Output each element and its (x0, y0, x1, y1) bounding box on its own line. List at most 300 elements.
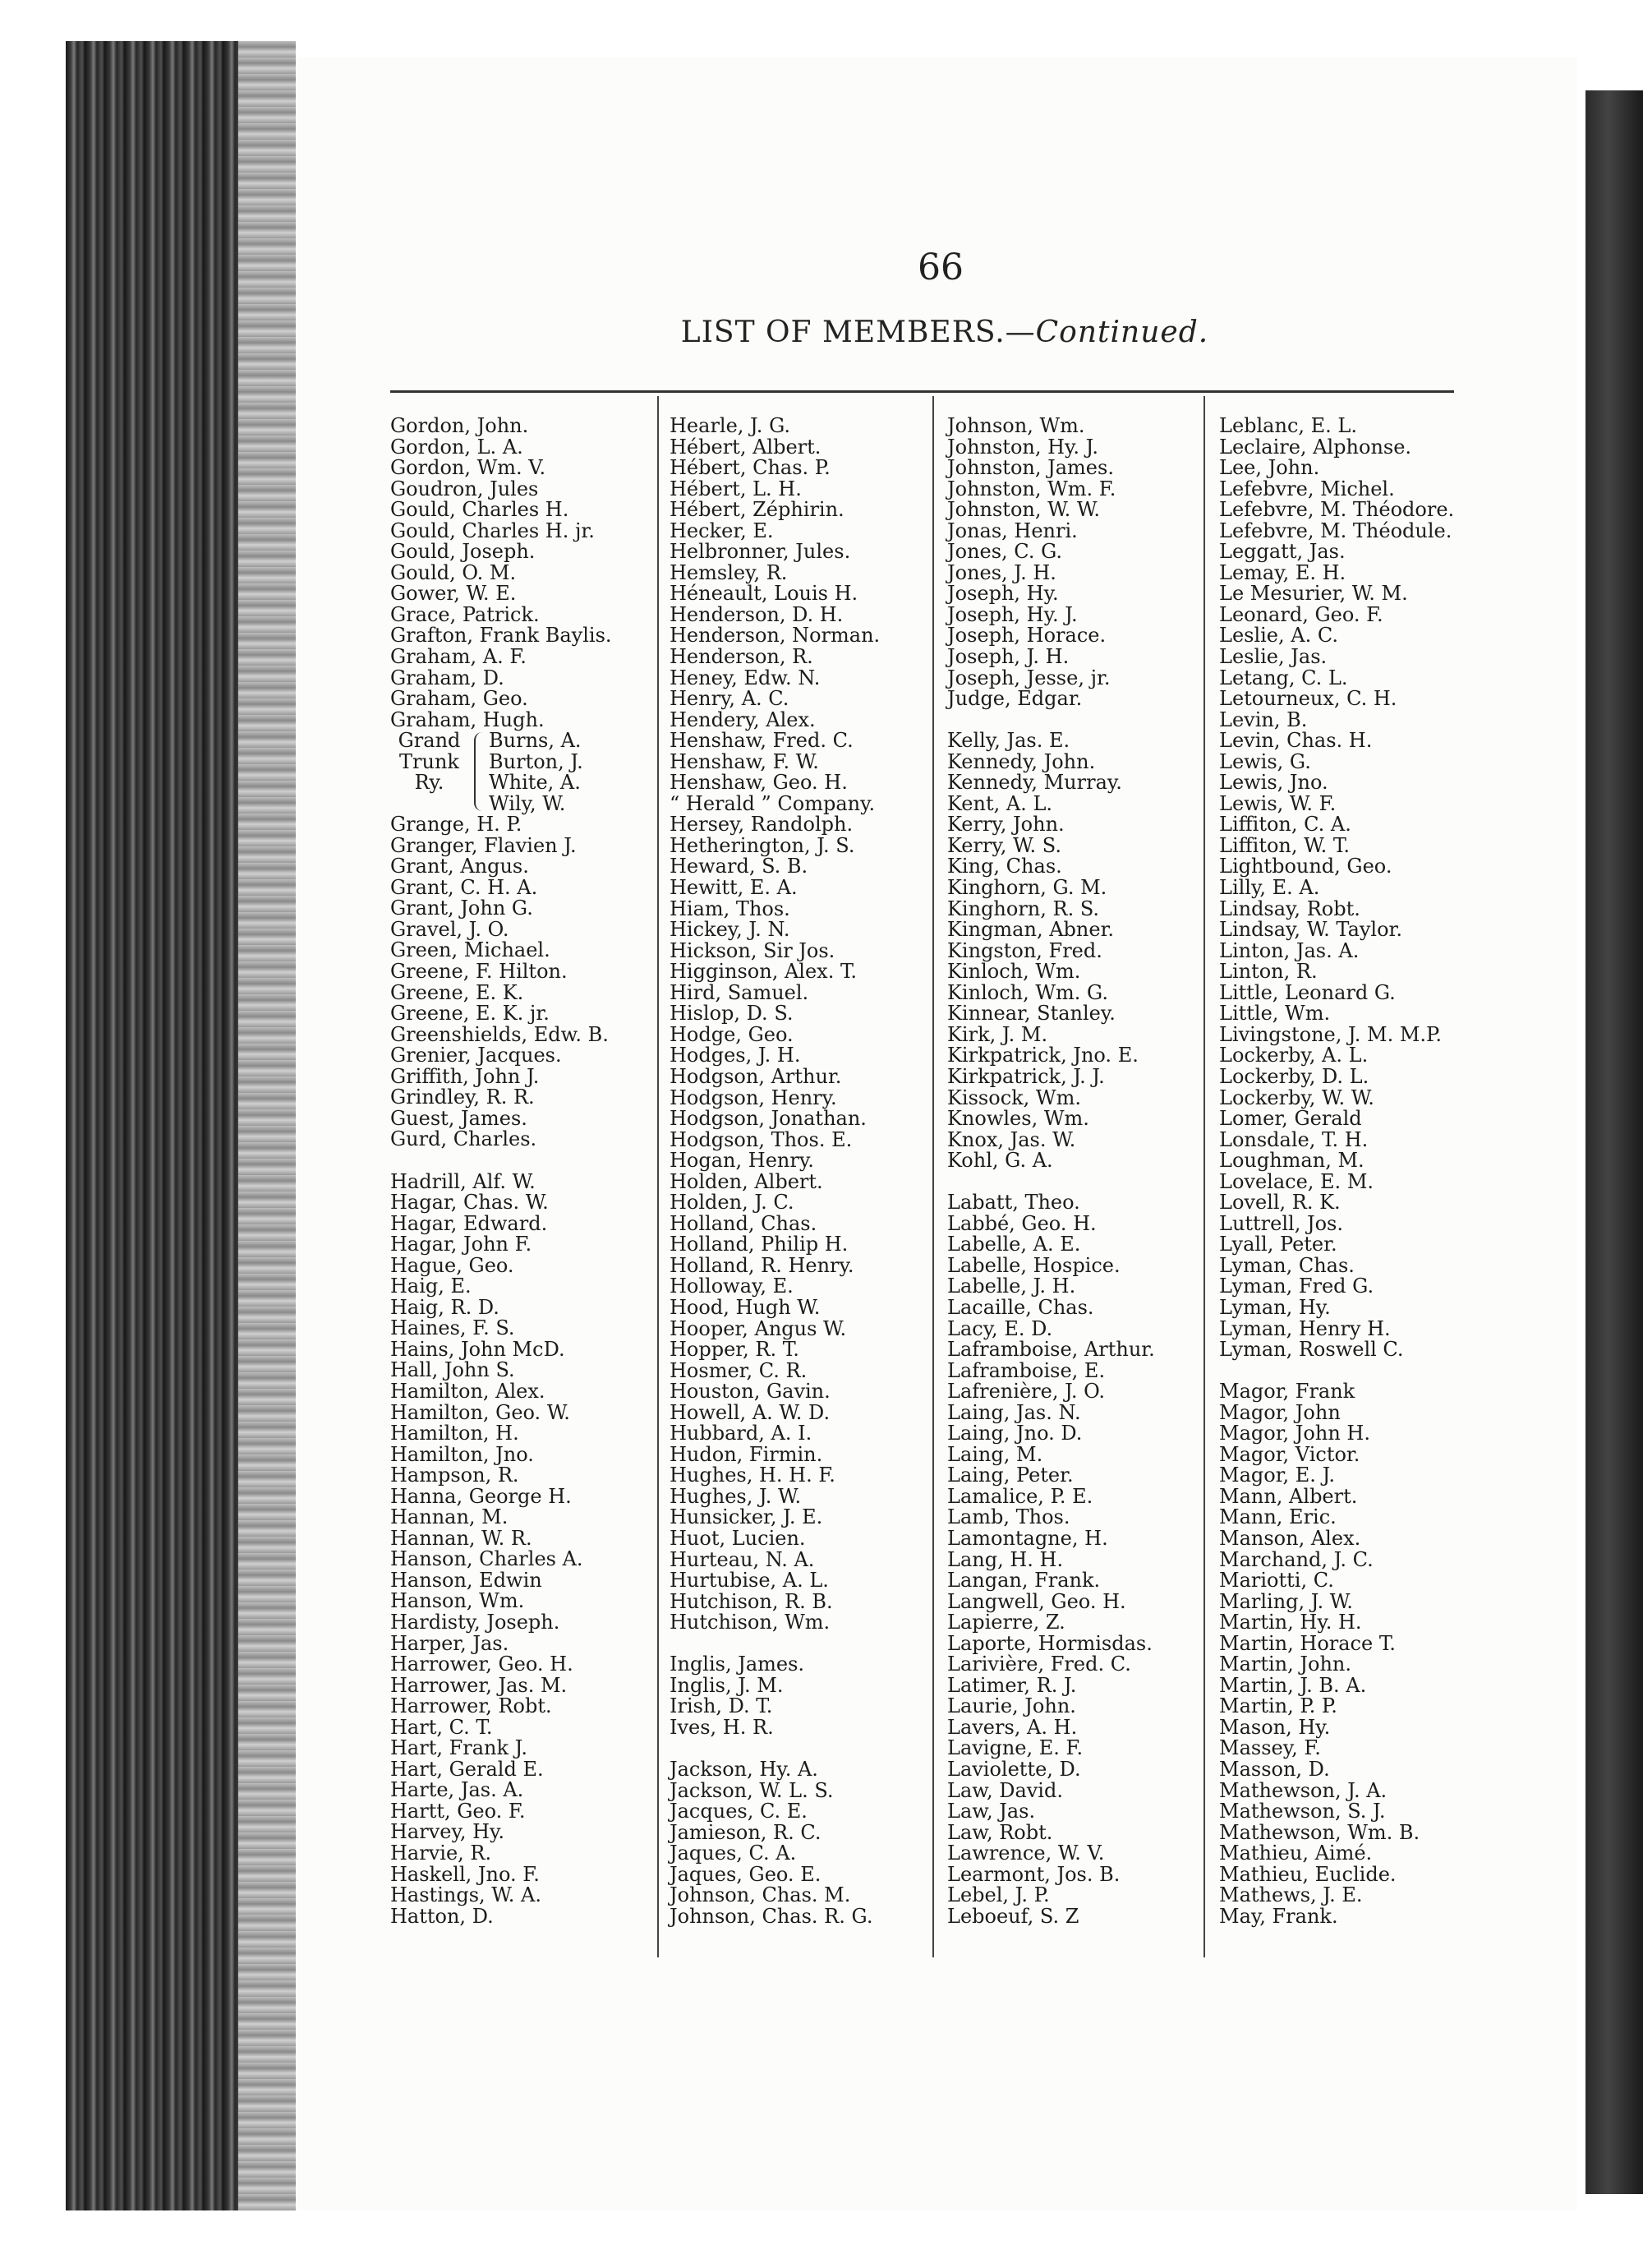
member-entry: Kirkpatrick, Jno. E. (947, 1044, 1139, 1067)
member-entry: Langan, Frank. (947, 1569, 1101, 1593)
member-entry: Little, Wm. (1219, 1002, 1331, 1026)
member-entry: Hanson, Charles A. (390, 1547, 583, 1571)
member-entry: Lewis, Jno. (1219, 771, 1328, 795)
member-entry: Hooper, Angus W. (670, 1316, 847, 1340)
member-entry: Haig, R. D. (390, 1295, 499, 1319)
member-entry: Haig, E. (390, 1275, 472, 1298)
member-entry: Hagar, Chas. W. (390, 1191, 549, 1215)
member-entry: Lyman, Roswell C. (1219, 1338, 1404, 1362)
member-entry: Guest, James. (390, 1106, 527, 1130)
member-entry: Law, Robt. (947, 1820, 1053, 1844)
member-entry: Kennedy, Murray. (947, 771, 1122, 795)
member-entry: Hersey, Randolph. (670, 813, 854, 837)
member-entry: Kerry, John. (947, 813, 1065, 837)
group-member: Burton, J. (489, 749, 583, 773)
member-entry: Gould, O. M. (390, 560, 517, 584)
member-entry: Kent, A. L. (947, 791, 1053, 815)
member-entry: Kinghorn, R. S. (947, 897, 1100, 920)
member-entry: Henderson, R. (670, 645, 813, 669)
member-entry: Linton, R. (1219, 960, 1318, 984)
heading-rule (390, 390, 1454, 393)
member-entry: Harvie, R. (390, 1842, 492, 1865)
member-entry: Hagar, Edward. (390, 1211, 548, 1235)
member-entry: Hewitt, E. A. (670, 876, 798, 900)
member-entry: Jamieson, R. C. (670, 1820, 822, 1844)
member-entry: Holden, Albert. (670, 1169, 823, 1193)
member-entry: Hébert, Albert. (670, 435, 822, 459)
group-names (489, 731, 583, 814)
member-entry: Livingstone, J. M. M.P. (1219, 1022, 1442, 1046)
member-entry: Laing, Jas. N. (947, 1400, 1081, 1424)
member-entry: Griffith, John J. (390, 1064, 540, 1088)
member-entry: Jones, C. G. (947, 540, 1063, 564)
member-entry: Liffiton, W. T. (1219, 833, 1350, 857)
member-entry: Grant, Angus. (390, 855, 529, 878)
member-entry: Liffiton, C. A. (1219, 813, 1351, 837)
member-entry: Lewis, G. (1219, 749, 1311, 773)
member-entry: Johnston, W. W. (947, 498, 1100, 522)
member-entry: Grange, H. P. (390, 813, 522, 837)
member-entry: Hickson, Sir Jos. (670, 938, 835, 962)
member-entry: Lamontagne, H. (947, 1526, 1108, 1550)
member-entry: Kinloch, Wm. (947, 960, 1081, 984)
member-entry: Hart, C. T. (390, 1715, 493, 1739)
member-entry: Hopper, R. T. (670, 1338, 799, 1362)
member-entry: Letourneux, C. H. (1219, 687, 1397, 711)
member-entry: Kirkpatrick, J. J. (947, 1064, 1105, 1088)
heading-continued: Continued. (1035, 316, 1209, 349)
member-entry: Hagar, John F. (390, 1233, 532, 1256)
member-entry: Kinloch, Wm. G. (947, 980, 1108, 1004)
member-entry: Hodgson, Henry. (670, 1086, 837, 1109)
member-entry: Hecker, E. (670, 519, 774, 542)
member-entry: Greene, E. K. jr. (390, 1002, 550, 1026)
member-entry: Labbé, Geo. H. (947, 1211, 1097, 1235)
member-entry: Lyman, Henry H. (1219, 1316, 1391, 1340)
member-entry: Jaques, C. A. (670, 1842, 797, 1865)
member-entry: Hood, Hugh W. (670, 1295, 821, 1319)
member-entry: Masson, D. (1219, 1758, 1330, 1781)
member-entry: Lee, John. (1219, 456, 1320, 480)
member-entry: Kelly, Jas. E. (947, 729, 1070, 753)
member-entry: Houston, Gavin. (670, 1380, 831, 1404)
member-entry: Mariotti, C. (1219, 1569, 1334, 1593)
member-entry: Hudon, Firmin. (670, 1442, 823, 1466)
member-entry: Lovelace, E. M. (1219, 1169, 1374, 1193)
member-entry: Kissock, Wm. (947, 1086, 1081, 1109)
member-entry: Kingman, Abner. (947, 918, 1115, 942)
member-entry: Joseph, Horace. (947, 624, 1107, 648)
member-entry: Mann, Albert. (1219, 1484, 1358, 1508)
member-entry: Jackson, W. L. S. (670, 1778, 834, 1802)
section-gap (947, 1172, 1155, 1193)
member-entry: Graham, D. (390, 666, 504, 689)
member-entry: Martin, P. P. (1219, 1694, 1337, 1718)
member-entry: Hartt, Geo. F. (390, 1799, 526, 1823)
member-entry: Hanna, George H. (390, 1484, 572, 1508)
member-entry: Leboeuf, S. Z (947, 1904, 1079, 1928)
member-entry: Mathieu, Aimé. (1219, 1842, 1373, 1865)
member-entry: Helbronner, Jules. (670, 540, 851, 564)
column-divider (1203, 396, 1205, 1957)
member-column-2 (670, 416, 880, 1927)
member-entry: Labatt, Theo. (947, 1191, 1080, 1215)
member-entry: Knowles, Wm. (947, 1107, 1089, 1131)
member-entry: Lavers, A. H. (947, 1715, 1078, 1739)
member-entry: Hodgson, Jonathan. (670, 1107, 867, 1131)
member-entry: Magor, John (1219, 1400, 1341, 1424)
member-entry: Kinghorn, G. M. (947, 876, 1107, 900)
member-entry: Hird, Samuel. (670, 980, 809, 1004)
column-divider (932, 396, 934, 1957)
member-entry: Graham, A. F. (390, 645, 527, 669)
member-entry: Hickey, J. N. (670, 918, 790, 942)
member-entry: Langwell, Geo. H. (947, 1589, 1126, 1613)
member-entry: Irish, D. T. (670, 1694, 773, 1718)
member-entry: Magor, John H. (1219, 1422, 1370, 1445)
member-entry: Hunsicker, J. E. (670, 1505, 823, 1529)
facing-page-edge (1585, 90, 1643, 2194)
heading-main: LIST OF MEMBERS.— (680, 316, 1036, 349)
member-entry: Kingston, Fred. (947, 938, 1102, 962)
member-entry: Lomer, Gerald (1219, 1107, 1362, 1131)
member-entry: Hurteau, N. A. (670, 1547, 815, 1571)
member-entry: Harrower, Geo. H. (390, 1653, 573, 1676)
member-entry: Goudron, Jules (390, 477, 539, 500)
member-entry: Lang, H. H. (947, 1547, 1064, 1571)
member-list-g (390, 416, 612, 731)
member-entry: Green, Michael. (390, 938, 550, 962)
member-entry: Hendery, Alex. (670, 708, 816, 731)
member-entry: Henshaw, Geo. H. (670, 771, 848, 795)
member-entry: Martin, J. B. A. (1219, 1673, 1367, 1697)
member-entry: Kerry, W. S. (947, 833, 1062, 857)
member-entry: Laframboise, E. (947, 1358, 1106, 1382)
member-entry: Gould, Joseph. (390, 540, 536, 564)
member-entry: Loughman, M. (1219, 1149, 1365, 1173)
member-entry: Joseph, Hy. J. (947, 602, 1078, 626)
member-entry: Lefebvre, M. Théodore. (1219, 498, 1455, 522)
member-entry: Howell, A. W. D. (670, 1400, 831, 1424)
member-entry: Grafton, Frank Baylis. (390, 624, 612, 648)
section-gap (1219, 1361, 1454, 1382)
member-entry: Lockerby, W. W. (1219, 1086, 1374, 1109)
member-entry: Marling, J. W. (1219, 1589, 1353, 1613)
member-entry: Holland, R. Henry. (670, 1253, 854, 1277)
member-column-1 (390, 416, 612, 1927)
member-entry: Gower, W. E. (390, 582, 517, 606)
member-entry: Inglis, James. (670, 1653, 805, 1676)
member-column-4 (1219, 416, 1454, 1927)
member-entry: Lacy, E. D. (947, 1316, 1053, 1340)
member-entry: Grenier, Jacques. (390, 1044, 562, 1067)
member-entry: Jonas, Henri. (947, 519, 1078, 542)
member-entry: Gravel, J. O. (390, 917, 509, 941)
member-entry: Lamalice, P. E. (947, 1484, 1093, 1508)
member-entry: Lilly, E. A. (1219, 876, 1320, 900)
member-entry: Laurie, John. (947, 1694, 1076, 1718)
member-entry: Jackson, Hy. A. (670, 1758, 818, 1781)
member-entry: Lefebvre, Michel. (1219, 477, 1395, 500)
member-entry: Judge, Edgar. (947, 687, 1083, 711)
member-entry: Hall, John S. (390, 1358, 515, 1382)
member-entry: Higginson, Alex. T. (670, 960, 858, 984)
member-entry: Hébert, L. H. (670, 477, 802, 500)
member-entry: Hodges, J. H. (670, 1044, 801, 1067)
member-entry: Learmont, Jos. B. (947, 1862, 1121, 1886)
member-entry: Holland, Philip H. (670, 1233, 849, 1256)
member-entry: Labelle, Hospice. (947, 1253, 1121, 1277)
section-gap (947, 710, 1155, 731)
member-entry: Luttrell, Jos. (1219, 1211, 1343, 1235)
member-entry: Mason, Hy. (1219, 1715, 1331, 1739)
member-entry: Kirk, J. M. (947, 1022, 1048, 1046)
member-entry: Leslie, Jas. (1219, 645, 1328, 669)
member-entry: Hislop, D. S. (670, 1002, 794, 1026)
member-entry: Holloway, E. (670, 1275, 794, 1298)
member-entry: Joseph, Hy. (947, 582, 1059, 606)
section-gap (670, 1634, 880, 1655)
member-entry: Lindsay, W. Taylor. (1219, 918, 1403, 942)
member-entry: Hamilton, H. (390, 1422, 519, 1445)
member-entry: Hosmer, C. R. (670, 1358, 808, 1382)
member-entry: Levin, Chas. H. (1219, 729, 1373, 753)
member-entry: Laviolette, D. (947, 1758, 1081, 1781)
member-entry: Hodgson, Thos. E. (670, 1127, 853, 1151)
member-entry: Holland, Chas. (670, 1211, 817, 1235)
member-entry: Letang, C. L. (1219, 666, 1348, 689)
member-entry: Hadrill, Alf. W. (390, 1169, 536, 1193)
member-entry: Hart, Gerald E. (390, 1757, 544, 1781)
member-entry: Lightbound, Geo. (1219, 855, 1392, 878)
group-label-line: Trunk (399, 749, 459, 773)
member-column-3 (947, 416, 1155, 1927)
member-entry: Magor, Victor. (1219, 1442, 1360, 1466)
member-entry: Hamilton, Alex. (390, 1379, 545, 1403)
member-entry: Grant, John G. (390, 897, 533, 920)
member-entry: Mathieu, Euclide. (1219, 1862, 1397, 1886)
member-entry: Lemay, E. H. (1219, 560, 1346, 584)
member-entry: Hastings, W. A. (390, 1883, 541, 1907)
member-entry: Lapierre, Z. (947, 1611, 1065, 1634)
member-entry: Grindley, R. R. (390, 1086, 535, 1109)
member-entry: Leslie, A. C. (1219, 624, 1338, 648)
member-entry: Holden, J. C. (670, 1191, 794, 1215)
member-entry: Lamb, Thos. (947, 1505, 1070, 1529)
member-entry: Lockerby, A. L. (1219, 1044, 1369, 1067)
member-entry: Le Mesurier, W. M. (1219, 582, 1408, 606)
member-entry: May, Frank. (1219, 1904, 1338, 1928)
member-entry: Lefebvre, M. Théodule. (1219, 519, 1452, 542)
member-entry: Hutchison, Wm. (670, 1611, 831, 1634)
member-entry: Hannan, M. (390, 1505, 509, 1529)
member-entry: Hutchison, R. B. (670, 1589, 833, 1613)
member-entry: Haskell, Jno. F. (390, 1862, 540, 1886)
book-page-edges (66, 41, 296, 2210)
member-entry: Magor, E. J. (1219, 1464, 1335, 1487)
member-entry: Hiam, Thos. (670, 897, 790, 920)
member-entry: Lacaille, Chas. (947, 1295, 1094, 1319)
group-label-line: Grand (398, 729, 461, 753)
member-entry: Harper, Jas. (390, 1631, 509, 1655)
member-entry: Hampson, R. (390, 1464, 519, 1487)
member-entry: Harte, Jas. A. (390, 1778, 524, 1802)
member-entry: Hatton, D. (390, 1904, 494, 1928)
member-entry: Hemsley, R. (670, 560, 788, 584)
group-member: Wily, W. (489, 791, 566, 815)
member-entry: Johnson, Wm. (947, 414, 1085, 437)
member-entry: Mathewson, S. J. (1219, 1800, 1386, 1823)
member-entry: Manson, Alex. (1219, 1526, 1361, 1550)
member-entry: Henderson, Norman. (670, 624, 881, 648)
member-entry: Hughes, J. W. (670, 1484, 802, 1508)
member-entry: Lebel, J. P. (947, 1883, 1050, 1907)
group-brace (474, 732, 486, 811)
member-entry: Hurtubise, A. L. (670, 1569, 829, 1593)
member-entry: Henry, A. C. (670, 687, 789, 711)
member-entry: Mann, Eric. (1219, 1505, 1337, 1529)
member-entry: Leblanc, E. L. (1219, 414, 1357, 437)
member-entry: Lonsdale, T. H. (1219, 1127, 1369, 1151)
member-entry: Greenshields, Edw. B. (390, 1022, 609, 1046)
member-entry: Gould, Charles H. jr. (390, 519, 595, 542)
group-member: White, A. (489, 771, 581, 795)
page-heading (575, 316, 1314, 349)
member-entry: Massey, F. (1219, 1736, 1321, 1760)
member-entry: Little, Leonard G. (1219, 980, 1396, 1004)
member-entry: Laporte, Hormisdas. (947, 1631, 1153, 1655)
member-entry: Lyman, Hy. (1219, 1295, 1331, 1319)
member-entry: Laing, Jno. D. (947, 1422, 1083, 1445)
member-entry: Granger, Flavien J. (390, 833, 577, 857)
member-entry: Johnson, Chas. R. G. (670, 1904, 873, 1928)
member-entry: Hébert, Chas. P. (670, 456, 831, 480)
grand-trunk-group (390, 731, 612, 814)
member-entry: Henshaw, F. W. (670, 749, 819, 773)
member-entry: Harrower, Jas. M. (390, 1673, 568, 1697)
member-list-gh (390, 814, 612, 1927)
member-entry: Mathewson, J. A. (1219, 1778, 1388, 1802)
member-entry: Joseph, Jesse, jr. (947, 666, 1111, 689)
member-entry: Henderson, D. H. (670, 602, 844, 626)
member-entry: Grace, Patrick. (390, 602, 540, 626)
member-entry: Hague, Geo. (390, 1253, 514, 1277)
member-entry: Hanson, Wm. (390, 1589, 525, 1613)
member-entry: Lovell, R. K. (1219, 1191, 1341, 1215)
member-entry: Huot, Lucien. (670, 1526, 806, 1550)
member-entry: Lawrence, W. V. (947, 1842, 1105, 1865)
member-entry: Lafrenière, J. O. (947, 1380, 1105, 1404)
member-entry: Johnston, Hy. J. (947, 435, 1099, 459)
member-entry: Hannan, W. R. (390, 1526, 532, 1550)
member-entry: Greene, F. Hilton. (390, 960, 568, 984)
member-entry: Linton, Jas. A. (1219, 938, 1360, 962)
member-entry: Laing, Peter. (947, 1464, 1074, 1487)
member-entry: Haines, F. S. (390, 1316, 515, 1340)
member-entry: Leclaire, Alphonse. (1219, 435, 1412, 459)
section-gap (670, 1738, 880, 1759)
member-entry: Inglis, J. M. (670, 1673, 784, 1697)
member-entry: Grant, C. H. A. (390, 875, 538, 899)
member-entry: Hains, John McD. (390, 1337, 565, 1361)
member-entry: Héneault, Louis H. (670, 582, 858, 606)
member-entry: Kohl, G. A. (947, 1149, 1053, 1173)
member-entry: Greene, E. K. (390, 980, 524, 1004)
member-entry: Hardisty, Joseph. (390, 1610, 560, 1634)
member-entry: Leonard, Geo. F. (1219, 602, 1383, 626)
member-entry: Graham, Hugh. (390, 708, 545, 731)
member-entry: “ Herald ” Company. (670, 791, 876, 815)
group-member: Burns, A. (489, 729, 582, 753)
member-entry: Hearle, J. G. (670, 414, 791, 437)
member-entry: Larivière, Fred. C. (947, 1653, 1131, 1676)
member-entry: Martin, Hy. H. (1219, 1611, 1362, 1634)
member-entry: Harvey, Hy. (390, 1820, 505, 1844)
member-entry: Knox, Jas. W. (947, 1127, 1076, 1151)
member-entry: Martin, John. (1219, 1653, 1352, 1676)
member-entry: Lyall, Peter. (1219, 1233, 1337, 1256)
member-entry: Lyman, Chas. (1219, 1253, 1355, 1277)
member-entry: Harrower, Robt. (390, 1694, 552, 1718)
member-entry: Kinnear, Stanley. (947, 1002, 1116, 1026)
member-entry: Marchand, J. C. (1219, 1547, 1374, 1571)
member-entry: Jacques, C. E. (670, 1800, 808, 1823)
member-entry: Labelle, A. E. (947, 1233, 1081, 1256)
member-entry: Kennedy, John. (947, 749, 1096, 773)
member-entry: Henshaw, Fred. C. (670, 729, 854, 753)
member-entry: Lockerby, D. L. (1219, 1064, 1369, 1088)
member-entry: Heward, S. B. (670, 855, 808, 878)
member-entry: Law, David. (947, 1778, 1063, 1802)
member-entry: Joseph, J. H. (947, 645, 1070, 669)
member-entry: Law, Jas. (947, 1800, 1036, 1823)
member-entry: Leggatt, Jas. (1219, 540, 1346, 564)
member-entry: Laframboise, Arthur. (947, 1338, 1155, 1362)
member-entry: Hart, Frank J. (390, 1736, 528, 1760)
member-entry: Labelle, J. H. (947, 1275, 1076, 1298)
member-entry: Latimer, R. J. (947, 1673, 1077, 1697)
member-entry: Hughes, H. H. F. (670, 1464, 835, 1487)
member-entry: Levin, B. (1219, 708, 1308, 731)
member-entry: Lavigne, E. F. (947, 1736, 1084, 1760)
member-entry: Hodge, Geo. (670, 1022, 794, 1046)
member-entry: Heney, Edw. N. (670, 666, 821, 689)
member-entry: Jaques, Geo. E. (670, 1862, 822, 1886)
section-gap (390, 1150, 612, 1172)
member-entry: Lyman, Fred G. (1219, 1275, 1374, 1298)
member-entry: Gordon, John. (390, 414, 529, 437)
member-entry: Hodgson, Arthur. (670, 1064, 842, 1088)
member-entry: Graham, Geo. (390, 687, 528, 711)
member-entry: Gordon, Wm. V. (390, 456, 546, 480)
member-entry: Hamilton, Geo. W. (390, 1400, 570, 1424)
member-entry: Johnson, Chas. M. (670, 1883, 851, 1907)
member-entry: Hubbard, A. I. (670, 1422, 812, 1445)
member-entry: Johnston, James. (947, 456, 1114, 480)
member-entry: King, Chas. (947, 855, 1062, 878)
member-entry: Jones, J. H. (947, 560, 1056, 584)
member-entry: Martin, Horace T. (1219, 1631, 1396, 1655)
group-label-line: Ry. (414, 771, 444, 795)
member-entry: Hamilton, Jno. (390, 1442, 534, 1466)
member-entry: Mathewson, Wm. B. (1219, 1820, 1420, 1844)
member-entry: Ives, H. R. (670, 1715, 774, 1739)
member-entry: Lewis, W. F. (1219, 791, 1337, 815)
member-entry: Hetherington, J. S. (670, 833, 855, 857)
member-entry: Lindsay, Robt. (1219, 897, 1360, 920)
member-entry: Hébert, Zéphirin. (670, 498, 845, 522)
member-entry: Laing, M. (947, 1442, 1043, 1466)
